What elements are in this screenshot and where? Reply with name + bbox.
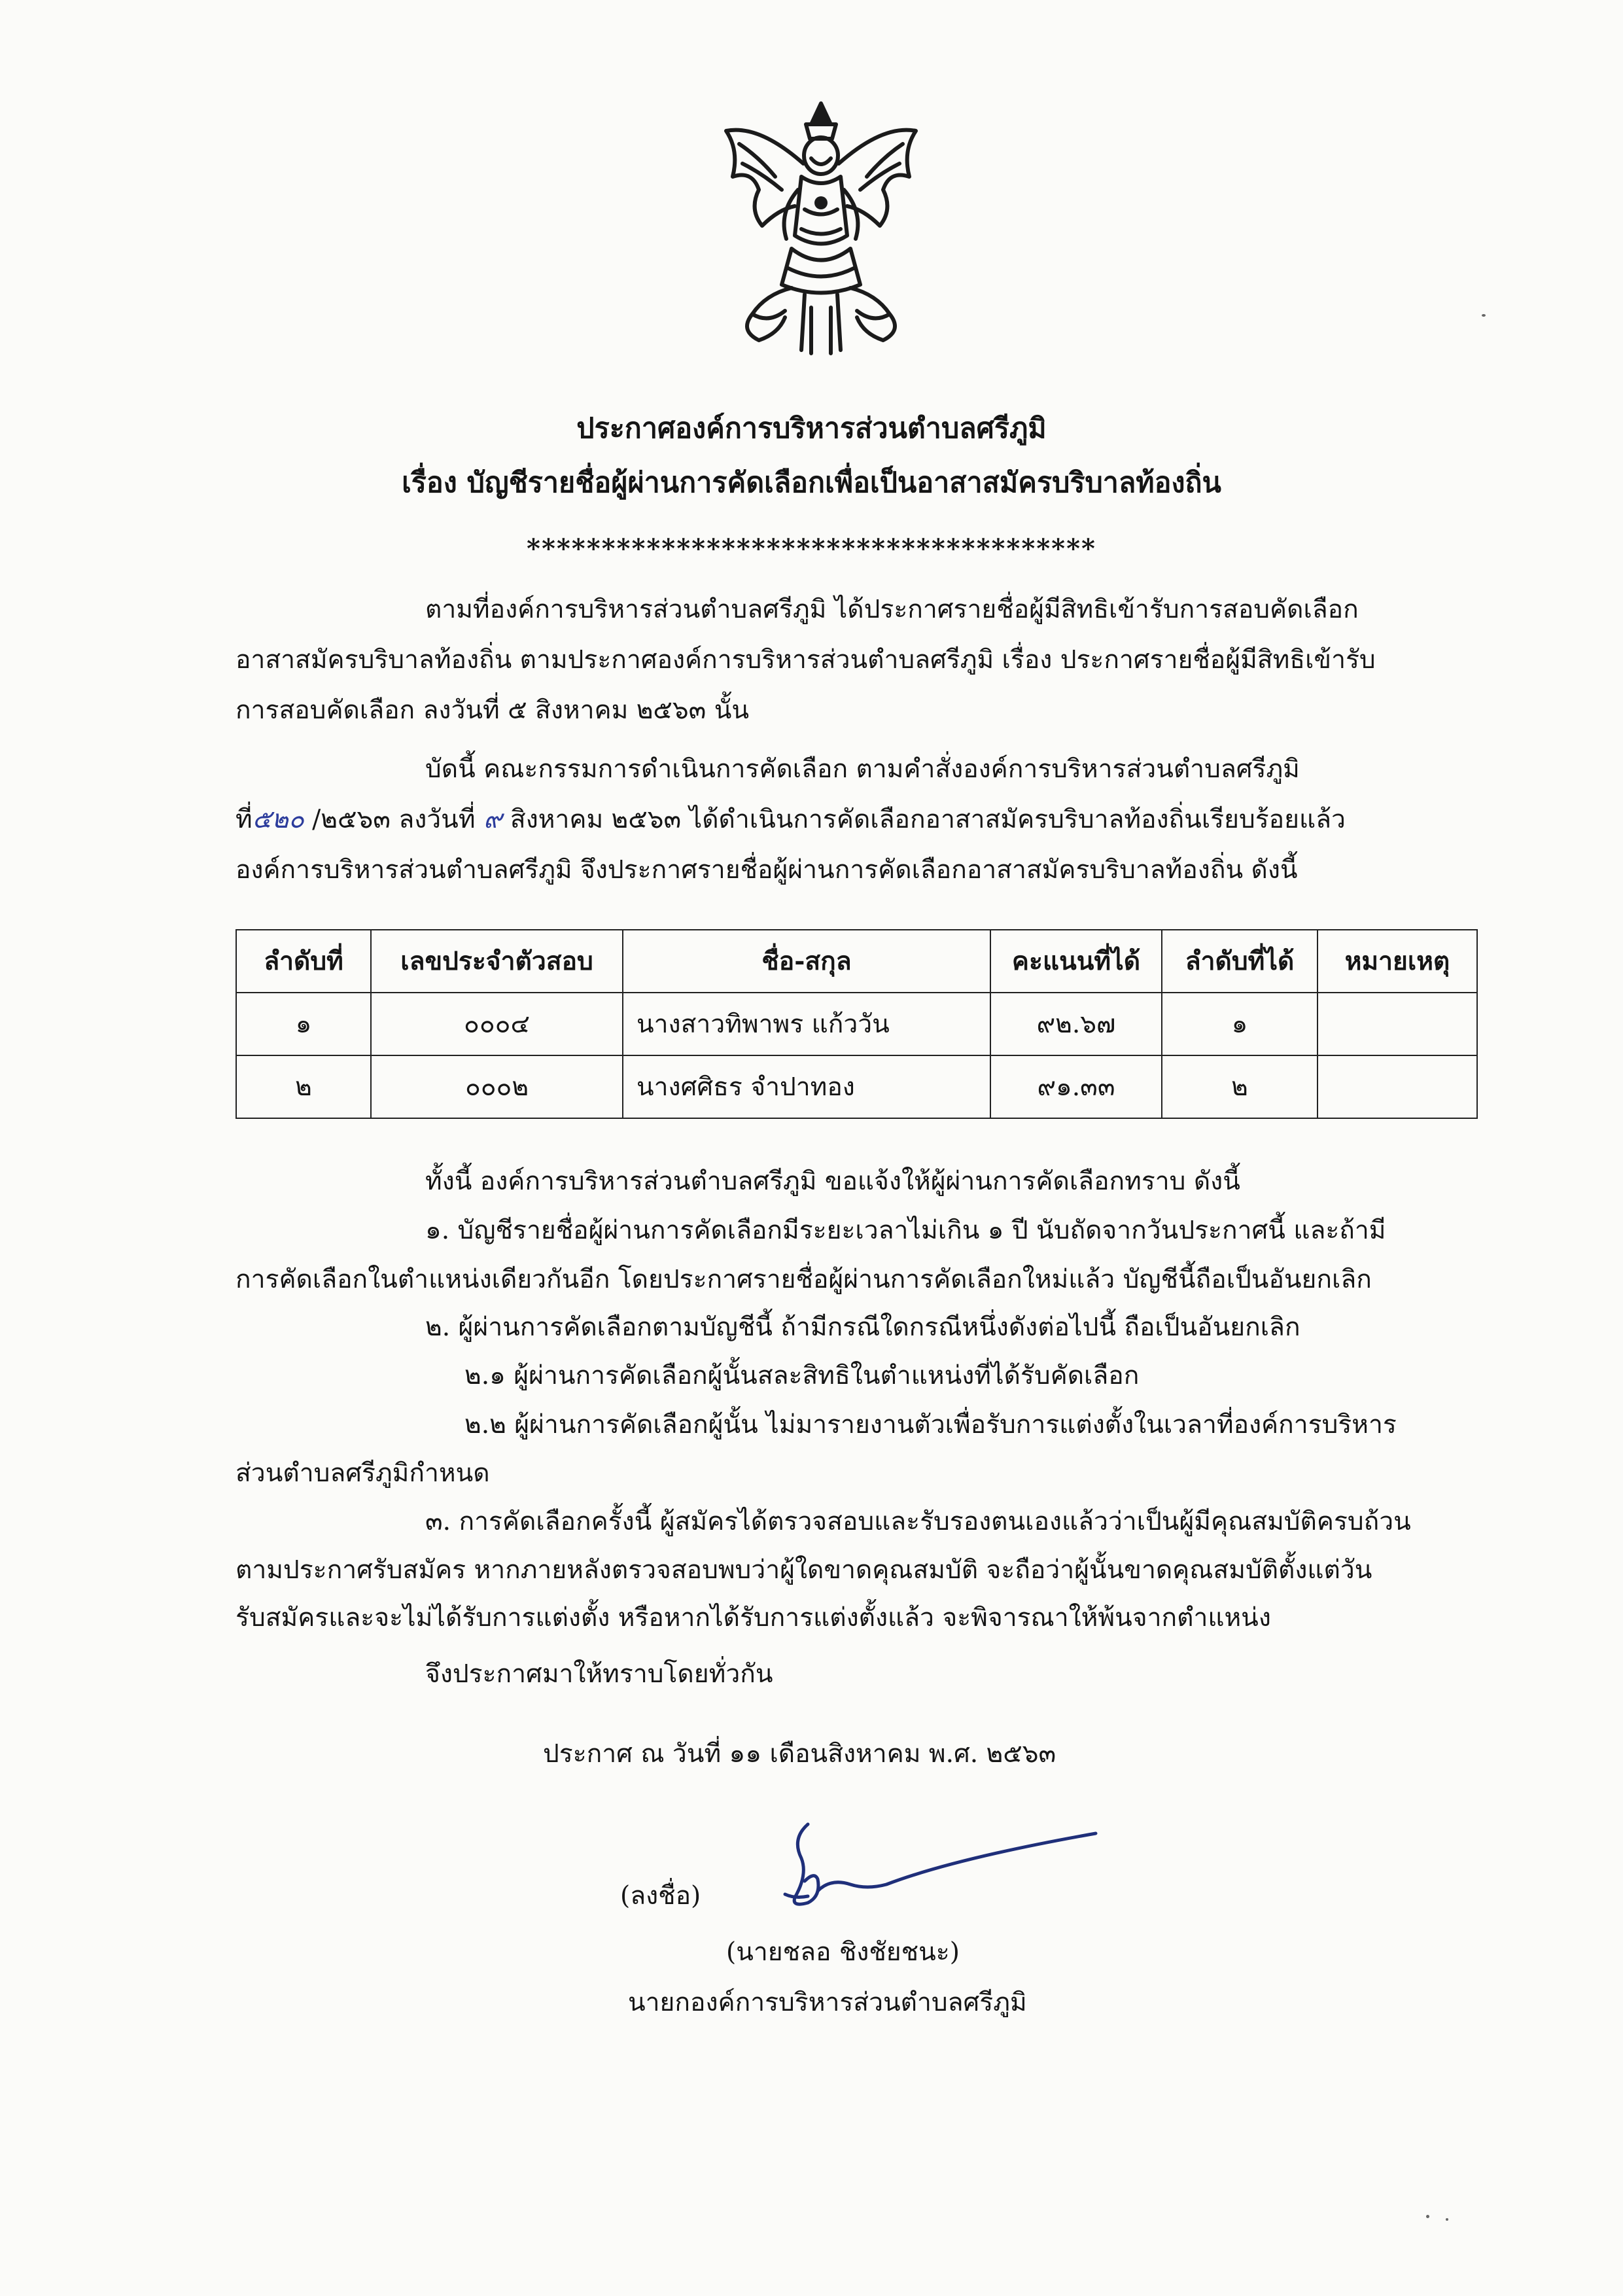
intro-line-3: การสอบคัดเลือก ลงวันที่ ๕ สิงหาคม ๒๕๖๓ นั้น	[236, 696, 750, 725]
signer-name: (นายชลอ ชิงชัยชนะ)	[726, 1937, 960, 1967]
condition-1-line-2: การคัดเลือกในตำแหน่งเดียวกันอีก โดยประกาศรายชื่อผู้ผ่านการคัดเลือกใหม่แล้ว บัญชีนี้ถือเป็นอันยกเลิก	[236, 1265, 1372, 1294]
table-row	[236, 1055, 1477, 1118]
col-header-name: ชื่อ-สกุล	[623, 930, 990, 993]
condition-2-1: ๒.๑ ผู้ผ่านการคัดเลือกผู้นั้นสละสิทธิในตำแหน่งที่ได้รับคัดเลือก	[464, 1361, 1140, 1390]
cell-remark	[1318, 993, 1477, 1055]
cell-score: ๙๒.๖๗	[990, 993, 1162, 1055]
order-number-handwritten: ๕๒๐	[252, 805, 304, 834]
condition-3-line-2: ตามประกาศรับสมัคร หากภายหลังตรวจสอบพบว่าผู้ใดขาดคุณสมบัติ จะถือว่าผู้นั้นขาดคุณสมบัติตั้งแต่วัน	[236, 1555, 1372, 1585]
cell-exam-id: ๐๐๐๒	[371, 1055, 623, 1118]
announcement-subject: เรื่อง บัญชีรายชื่อผู้ผ่านการคัดเลือกเพื่อเป็นอาสาสมัครบริบาลท้องถิ่น	[402, 467, 1221, 499]
order-line-2-suffix: สิงหาคม ๒๕๖๓ ได้ดำเนินการคัดเลือกอาสาสมัครบริบาลท้องถิ่นเรียบร้อยแล้ว	[502, 805, 1346, 834]
cell-exam-id: ๐๐๐๔	[371, 993, 623, 1055]
signer-title: นายกองค์การบริหารส่วนตำบลศรีภูมิ	[628, 1988, 1027, 2017]
condition-1-line-1: ๑. บัญชีรายชื่อผู้ผ่านการคัดเลือกมีระยะเวลาไม่เกิน ๑ ปี นับถัดจากวันประกาศนี้ และถ้ามี	[425, 1216, 1386, 1245]
condition-2: ๒. ผู้ผ่านการคัดเลือกตามบัญชีนี้ ถ้ามีกรณีใดกรณีหนึ่งดังต่อไปนี้ ถือเป็นอันยกเลิก	[425, 1313, 1300, 1342]
cell-order: ๒	[236, 1055, 371, 1118]
col-header-rank: ลำดับที่ได้	[1162, 930, 1318, 993]
cell-rank: ๒	[1162, 1055, 1318, 1118]
scan-speck	[1482, 314, 1486, 317]
conditions-intro: ทั้งนี้ องค์การบริหารส่วนตำบลศรีภูมิ ขอแจ้งให้ผู้ผ่านการคัดเลือกทราบ ดังนี้	[425, 1167, 1240, 1196]
sign-label: (ลงชื่อ)	[620, 1881, 701, 1911]
order-no-prefix: ที่	[236, 805, 253, 834]
cell-remark	[1318, 1055, 1477, 1118]
condition-2-2-line-2: ส่วนตำบลศรีภูมิกำหนด	[236, 1458, 490, 1488]
col-header-order: ลำดับที่	[236, 930, 371, 993]
order-day-handwritten: ๙	[483, 805, 502, 834]
cell-name: นางศศิธร จำปาทอง	[623, 1055, 990, 1118]
closing-announce: จึงประกาศมาให้ทราบโดยทั่วกัน	[425, 1659, 773, 1689]
garuda-emblem	[713, 98, 929, 360]
intro-line-2: อาสาสมัครบริบาลท้องถิ่น ตามประกาศองค์การบริหารส่วนตำบลศรีภูมิ เรื่อง ประกาศรายชื่อผู้มีสิทธิเข้ารับ	[236, 645, 1376, 675]
order-date-mid: /๒๕๖๓ ลงวันที่	[304, 805, 483, 834]
handwritten-signature	[746, 1819, 1099, 1911]
cell-score: ๙๑.๓๓	[990, 1055, 1162, 1118]
announcement-date: ประกาศ ณ วันที่ ๑๑ เดือนสิงหาคม พ.ศ. ๒๕๖๓	[543, 1739, 1056, 1769]
col-header-remark: หมายเหตุ	[1318, 930, 1477, 993]
condition-2-2-line-1: ๒.๒ ผู้ผ่านการคัดเลือกผู้นั้น ไม่มารายงานตัวเพื่อรับการแต่งตั้งในเวลาที่องค์การบริหาร	[464, 1410, 1397, 1439]
announcement-title: ประกาศองค์การบริหารส่วนตำบลศรีภูมิ	[576, 412, 1047, 445]
intro-line-1: ตามที่องค์การบริหารส่วนตำบลศรีภูมิ ได้ประกาศรายชื่อผู้มีสิทธิเข้ารับการสอบคัดเลือก	[425, 595, 1359, 624]
cell-order: ๑	[236, 993, 371, 1055]
scan-speck	[1426, 2215, 1429, 2218]
separator-line: **************************************	[527, 533, 1096, 564]
condition-3-line-1: ๓. การคัดเลือกครั้งนี้ ผู้สมัครได้ตรวจสอบและรับรองตนเองแล้วว่าเป็นผู้มีคุณสมบัติครบถ้วน	[425, 1507, 1411, 1536]
col-header-exam-id: เลขประจำตัวสอบ	[371, 930, 623, 993]
condition-3-line-3: รับสมัครและจะไม่ได้รับการแต่งตั้ง หรือหากได้รับการแต่งตั้งแล้ว จะพิจารณาให้พ้นจากตำแหน่ง	[236, 1603, 1271, 1633]
scan-speck	[1446, 2218, 1448, 2221]
table-header-row	[236, 930, 1477, 993]
order-line-2	[236, 803, 1346, 837]
cell-name: นางสาวทิพาพร แก้ววัน	[623, 993, 990, 1055]
table-row	[236, 993, 1477, 1055]
cell-rank: ๑	[1162, 993, 1318, 1055]
results-table	[236, 929, 1478, 1119]
order-line-3: องค์การบริหารส่วนตำบลศรีภูมิ จึงประกาศรายชื่อผู้ผ่านการคัดเลือกอาสาสมัครบริบาลท้องถิ่น ดังนี้	[236, 855, 1298, 885]
col-header-score: คะแนนที่ได้	[990, 930, 1162, 993]
order-line-1: บัดนี้ คณะกรรมการดำเนินการคัดเลือก ตามคำสั่งองค์การบริหารส่วนตำบลศรีภูมิ	[425, 754, 1300, 784]
